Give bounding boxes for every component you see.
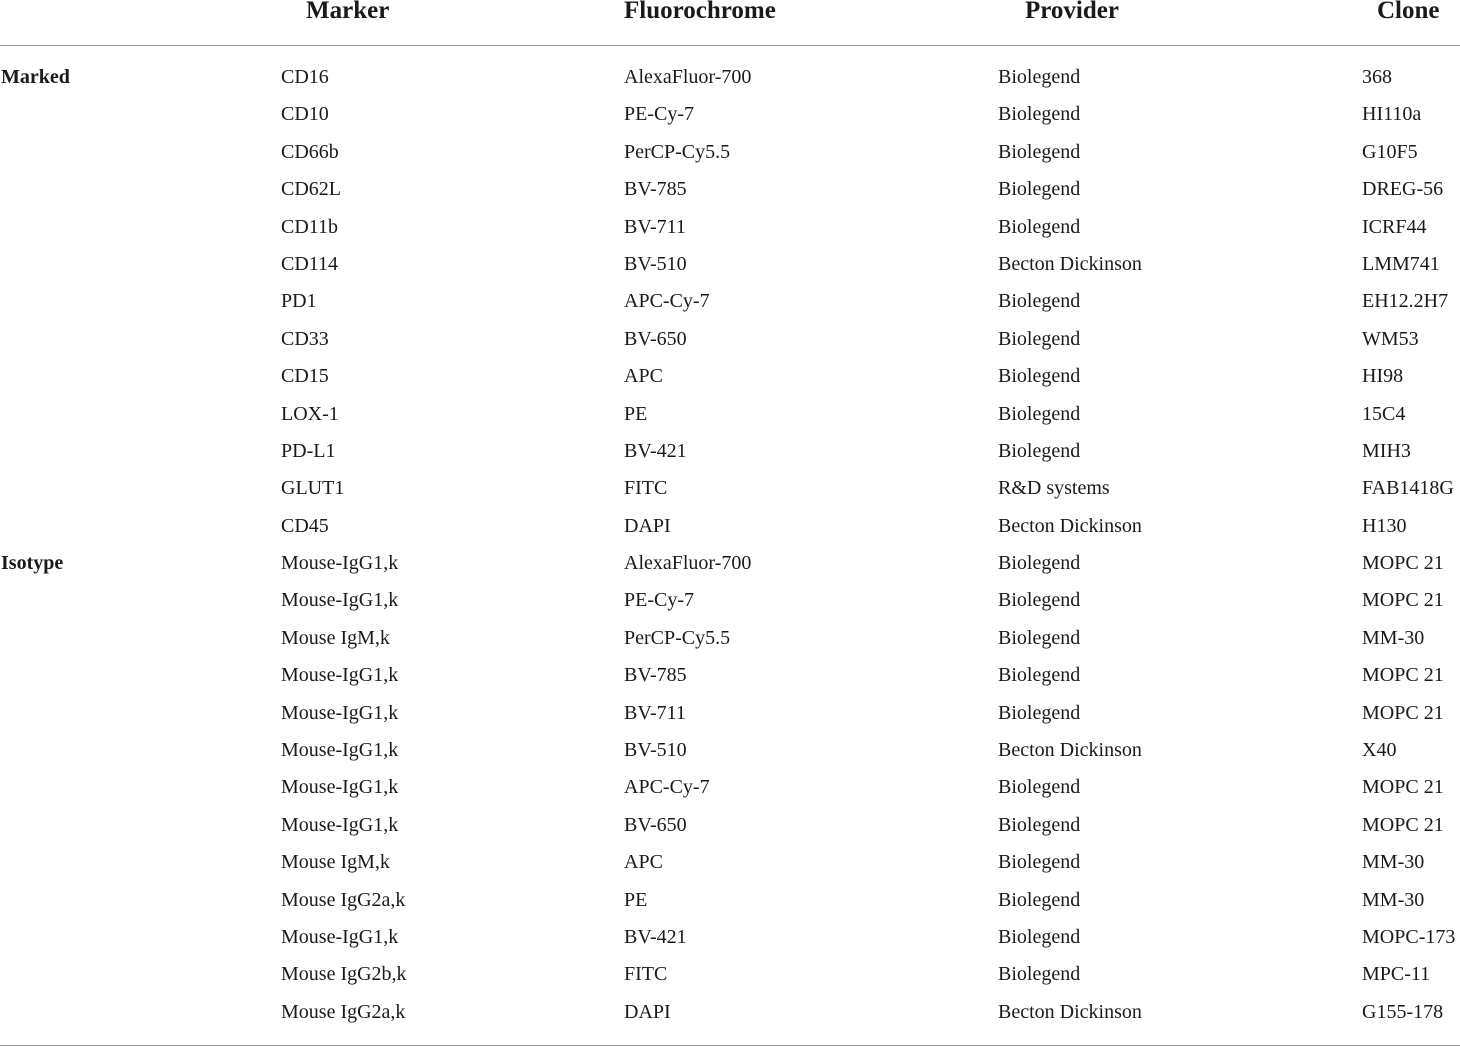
- cell-marker: Mouse-IgG1,k: [281, 925, 399, 948]
- cell-clone: MIH3: [1362, 439, 1411, 462]
- header-divider: [0, 45, 1460, 46]
- cell-marker: Mouse-IgG1,k: [281, 813, 399, 836]
- cell-marker: Mouse IgG2a,k: [281, 1000, 406, 1023]
- table-row: [0, 508, 1460, 545]
- cell-fluorochrome: PE: [624, 888, 648, 911]
- cell-clone: MOPC 21: [1362, 776, 1444, 799]
- cell-clone: MOPC 21: [1362, 701, 1444, 724]
- header-marker: Marker: [306, 0, 390, 24]
- cell-clone: HI98: [1362, 365, 1404, 388]
- cell-marker: Mouse IgM,k: [281, 851, 390, 874]
- cell-fluorochrome: BV-711: [624, 215, 686, 238]
- cell-clone: MOPC-173: [1362, 925, 1456, 948]
- cell-provider: Biolegend: [998, 66, 1081, 88]
- cell-provider: Becton Dickinson: [998, 252, 1142, 275]
- cell-clone: G155-178: [1362, 1000, 1444, 1023]
- cell-clone: G10F5: [1362, 140, 1418, 163]
- cell-provider: Biolegend: [998, 140, 1081, 163]
- cell-fluorochrome: APC-Cy-7: [624, 776, 710, 799]
- cell-provider: Biolegend: [998, 178, 1081, 201]
- cell-clone: HI110a: [1362, 103, 1422, 126]
- cell-clone: MM-30: [1362, 851, 1425, 874]
- cell-fluorochrome: APC: [624, 365, 663, 388]
- header-provider: Provider: [1025, 0, 1119, 24]
- table-row: [0, 657, 1460, 694]
- cell-provider: Becton Dickinson: [998, 739, 1142, 762]
- cell-marker: Mouse IgG2a,k: [281, 888, 406, 911]
- cell-marker: CD10: [281, 103, 329, 126]
- header-clone: Clone: [1377, 0, 1440, 24]
- table-row: [0, 209, 1460, 246]
- cell-clone: EH12.2H7: [1362, 290, 1449, 313]
- cell-clone: ICRF44: [1362, 215, 1427, 238]
- cell-marker: CD16: [281, 66, 329, 88]
- cell-fluorochrome: AlexaFluor-700: [624, 66, 752, 88]
- cell-provider: Biolegend: [998, 103, 1081, 126]
- cell-clone: LMM741: [1362, 252, 1440, 275]
- table-header-row: [0, 0, 1460, 30]
- cell-clone: MOPC 21: [1362, 813, 1444, 836]
- cell-fluorochrome: PE-Cy-7: [624, 589, 694, 612]
- cell-provider: Biolegend: [998, 925, 1081, 948]
- cell-fluorochrome: BV-785: [624, 664, 687, 687]
- cell-marker: CD114: [281, 252, 339, 275]
- cell-provider: Biolegend: [998, 851, 1081, 874]
- cell-fluorochrome: APC: [624, 851, 663, 874]
- row-group-label: Isotype: [1, 552, 64, 575]
- table-bottom-divider: [0, 1045, 1460, 1046]
- cell-clone: WM53: [1362, 327, 1419, 350]
- cell-marker: Mouse-IgG1,k: [281, 776, 399, 799]
- cell-clone: MOPC 21: [1362, 552, 1444, 575]
- table-row: [0, 956, 1460, 993]
- cell-marker: PD1: [281, 290, 317, 313]
- cell-clone: FAB1418G: [1362, 477, 1454, 500]
- cell-fluorochrome: AlexaFluor-700: [624, 552, 752, 575]
- cell-fluorochrome: FITC: [624, 963, 668, 986]
- table-row: [0, 844, 1460, 881]
- cell-clone: 368: [1362, 66, 1392, 88]
- cell-provider: R&D systems: [998, 477, 1110, 500]
- cell-marker: CD11b: [281, 215, 339, 238]
- cell-fluorochrome: PE-Cy-7: [624, 103, 694, 126]
- table-row: [0, 470, 1460, 507]
- cell-marker: Mouse-IgG1,k: [281, 739, 399, 762]
- cell-clone: MOPC 21: [1362, 664, 1444, 687]
- cell-provider: Biolegend: [998, 552, 1081, 575]
- cell-marker: GLUT1: [281, 477, 345, 500]
- cell-clone: MOPC 21: [1362, 589, 1444, 612]
- table-row: [0, 396, 1460, 433]
- table-row: [0, 545, 1460, 582]
- cell-fluorochrome: DAPI: [624, 1000, 671, 1023]
- cell-marker: PD-L1: [281, 439, 336, 462]
- cell-fluorochrome: BV-785: [624, 178, 687, 201]
- table-row: [0, 134, 1460, 171]
- cell-marker: Mouse-IgG1,k: [281, 664, 399, 687]
- cell-fluorochrome: PerCP-Cy5.5: [624, 626, 731, 649]
- table-row: [0, 283, 1460, 320]
- cell-provider: Biolegend: [998, 215, 1081, 238]
- table-row: [0, 321, 1460, 358]
- cell-clone: H130: [1362, 514, 1407, 537]
- cell-provider: Biolegend: [998, 365, 1081, 388]
- cell-fluorochrome: APC-Cy-7: [624, 290, 710, 313]
- table-row: [0, 96, 1460, 133]
- table-row: [0, 246, 1460, 283]
- table-row: [0, 882, 1460, 919]
- cell-fluorochrome: FITC: [624, 477, 668, 500]
- cell-fluorochrome: PerCP-Cy5.5: [624, 140, 731, 163]
- cell-marker: LOX-1: [281, 402, 339, 425]
- table-body: [0, 59, 1460, 1031]
- table-row: [0, 582, 1460, 619]
- header-fluorochrome: Fluorochrome: [624, 0, 776, 24]
- cell-provider: Biolegend: [998, 776, 1081, 799]
- cell-provider: Biolegend: [998, 589, 1081, 612]
- cell-provider: Biolegend: [998, 888, 1081, 911]
- cell-marker: CD15: [281, 365, 329, 388]
- cell-clone: X40: [1362, 739, 1397, 762]
- cell-marker: Mouse IgG2b,k: [281, 963, 407, 986]
- table-row: [0, 807, 1460, 844]
- cell-fluorochrome: BV-421: [624, 925, 687, 948]
- cell-fluorochrome: DAPI: [624, 514, 671, 537]
- cell-clone: 15C4: [1362, 402, 1406, 425]
- cell-provider: Biolegend: [998, 813, 1081, 836]
- table-row: [0, 919, 1460, 956]
- cell-provider: Biolegend: [998, 290, 1081, 313]
- cell-marker: CD45: [281, 514, 329, 537]
- cell-marker: Mouse-IgG1,k: [281, 701, 399, 724]
- cell-marker: CD66b: [281, 140, 339, 163]
- table-row: [0, 695, 1460, 732]
- cell-fluorochrome: BV-421: [624, 439, 687, 462]
- cell-provider: Biolegend: [998, 701, 1081, 724]
- cell-fluorochrome: BV-510: [624, 252, 687, 275]
- cell-provider: Biolegend: [998, 327, 1081, 350]
- table-row: [0, 994, 1460, 1031]
- cell-marker: Mouse-IgG1,k: [281, 552, 399, 575]
- cell-fluorochrome: PE: [624, 402, 648, 425]
- cell-marker: CD62L: [281, 178, 341, 201]
- cell-provider: Becton Dickinson: [998, 1000, 1142, 1023]
- cell-marker: Mouse IgM,k: [281, 626, 390, 649]
- cell-clone: DREG-56: [1362, 178, 1444, 201]
- table-row: [0, 59, 1460, 96]
- cell-provider: Biolegend: [998, 664, 1081, 687]
- cell-fluorochrome: BV-711: [624, 701, 686, 724]
- cell-marker: CD33: [281, 327, 329, 350]
- table-row: [0, 620, 1460, 657]
- cell-provider: Biolegend: [998, 963, 1081, 986]
- table-row: [0, 769, 1460, 806]
- table-row: [0, 433, 1460, 470]
- cell-provider: Biolegend: [998, 402, 1081, 425]
- table-row: [0, 732, 1460, 769]
- table-row: [0, 358, 1460, 395]
- cell-provider: Biolegend: [998, 626, 1081, 649]
- row-group-label: Marked: [1, 66, 70, 88]
- cell-fluorochrome: BV-650: [624, 327, 687, 350]
- table-row: [0, 171, 1460, 208]
- cell-clone: MM-30: [1362, 888, 1425, 911]
- cell-clone: MM-30: [1362, 626, 1425, 649]
- cell-fluorochrome: BV-510: [624, 739, 687, 762]
- cell-marker: Mouse-IgG1,k: [281, 589, 399, 612]
- cell-provider: Becton Dickinson: [998, 514, 1142, 537]
- cell-clone: MPC-11: [1362, 963, 1431, 986]
- cell-provider: Biolegend: [998, 439, 1081, 462]
- cell-fluorochrome: BV-650: [624, 813, 687, 836]
